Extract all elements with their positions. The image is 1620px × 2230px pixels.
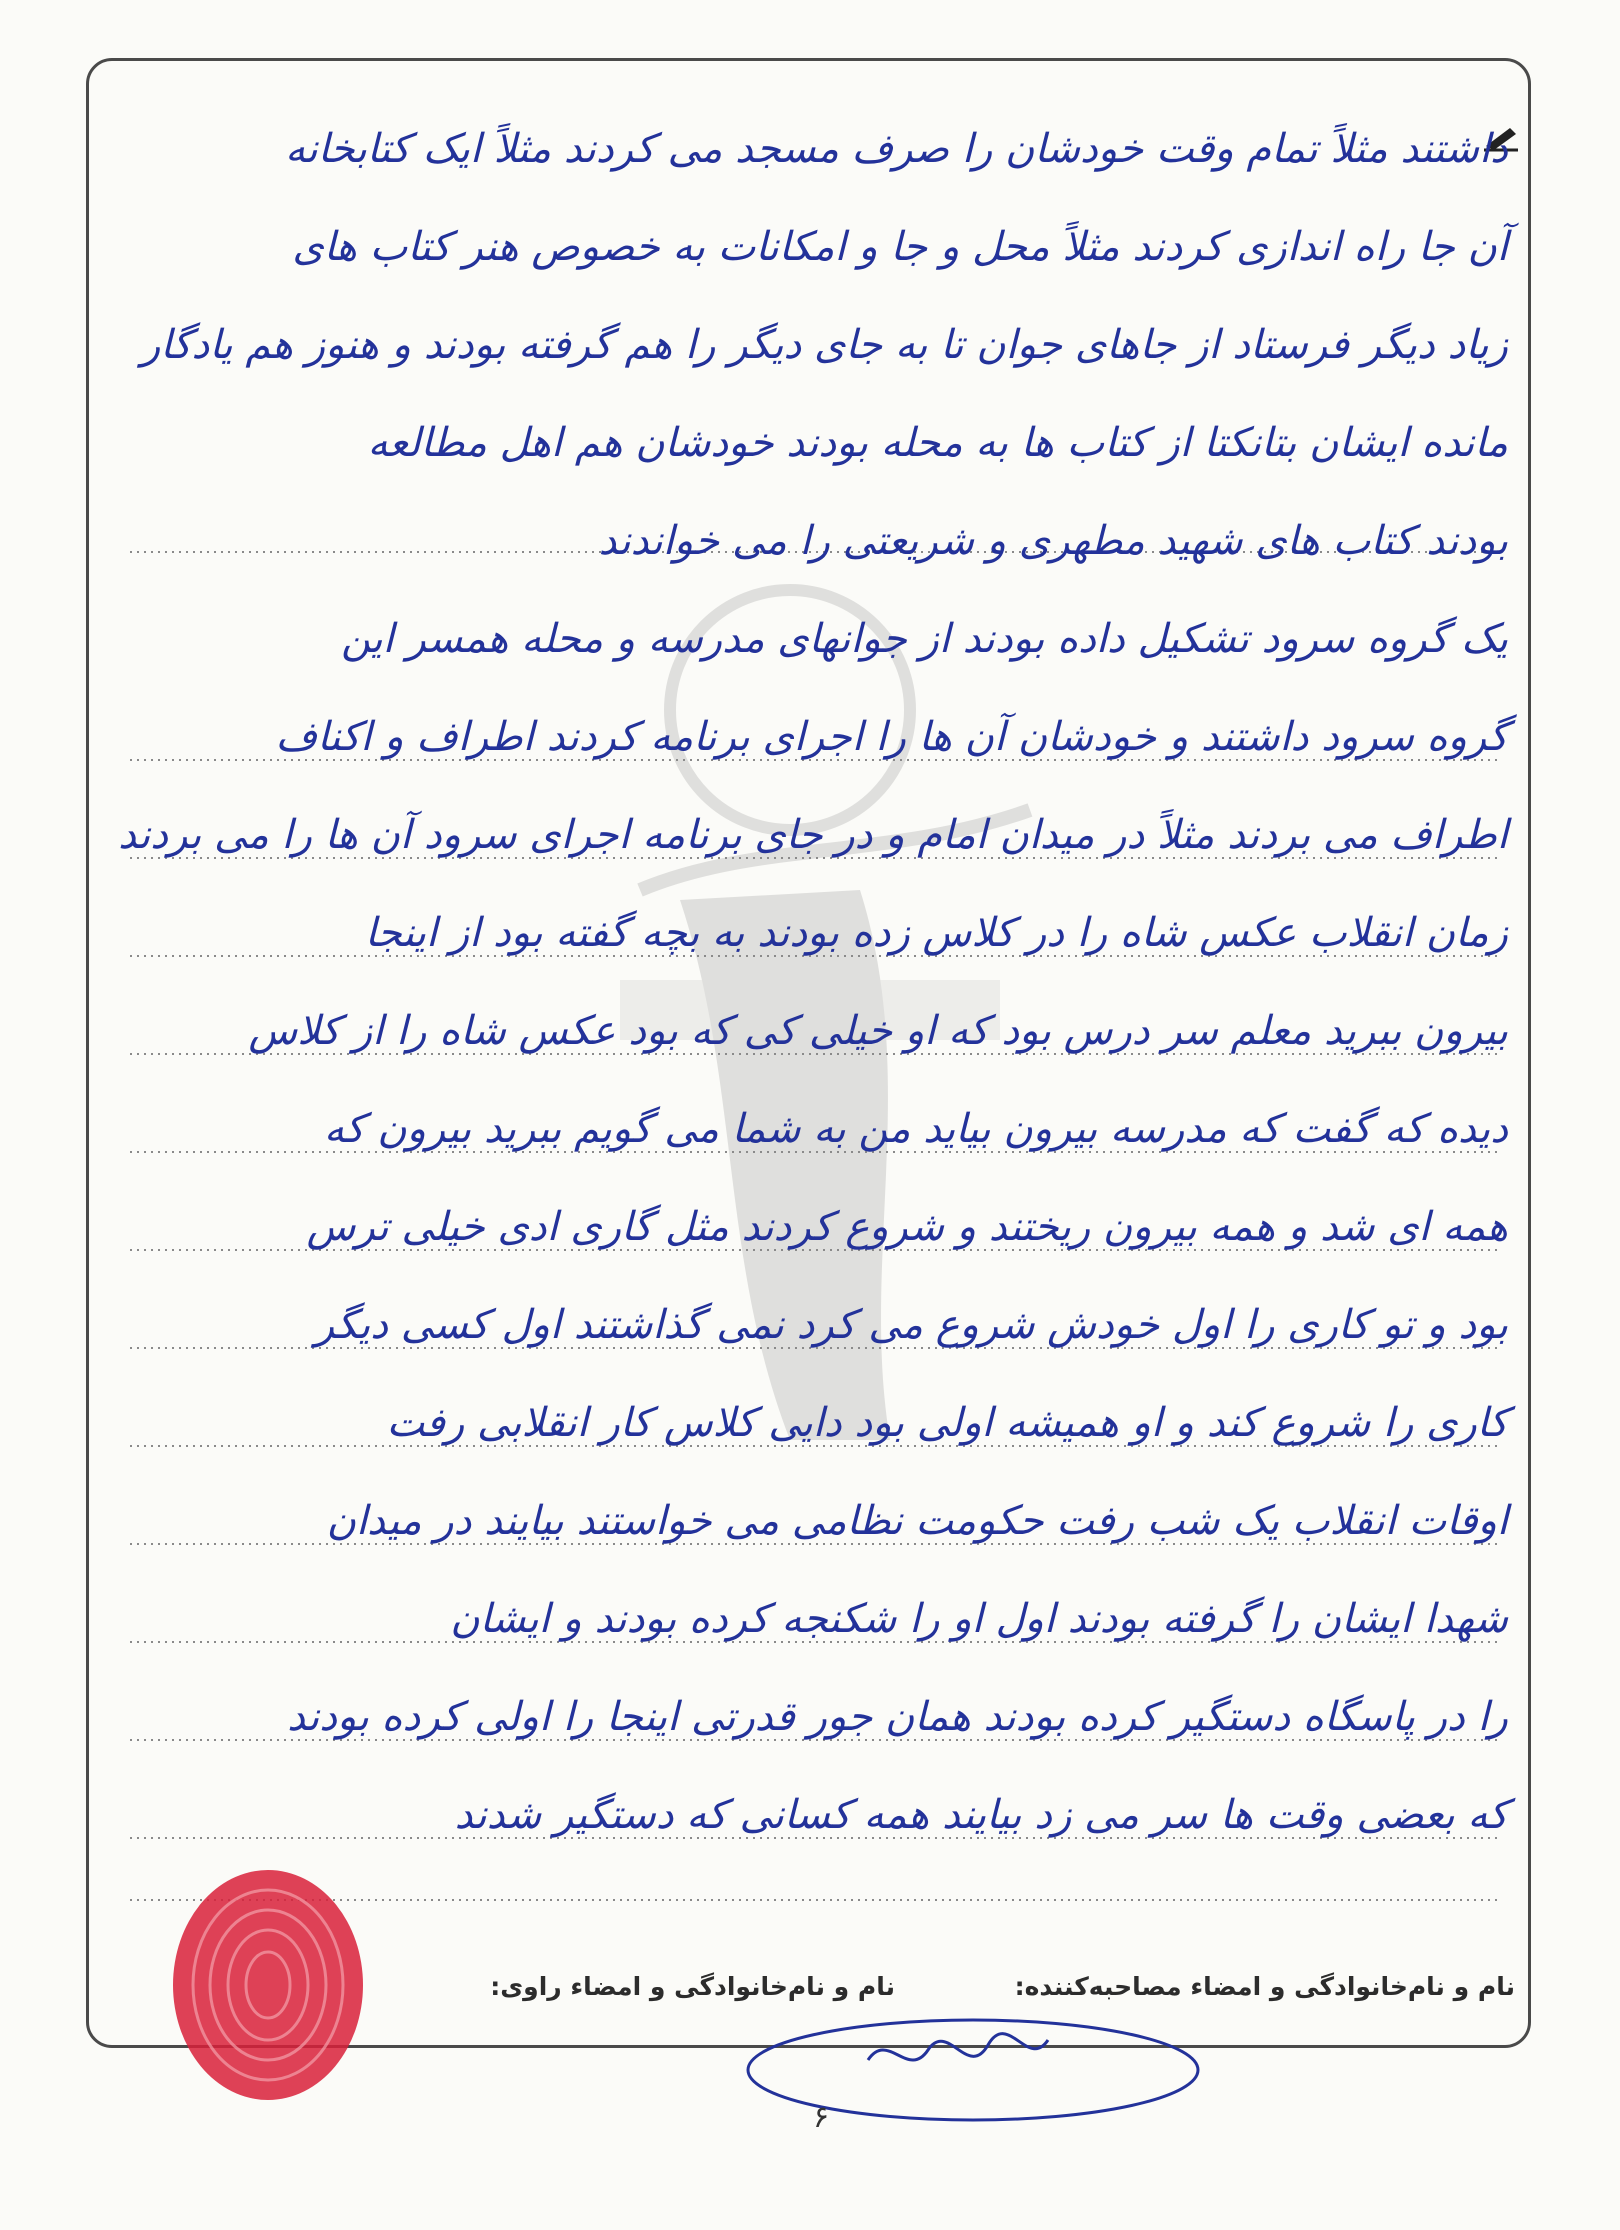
handwritten-line: بود و تو کاری را اول خودش شروع می کرد نمی گذاشتند اول کسی دیگر	[314, 1302, 1508, 1348]
handwritten-text	[108, 100, 1508, 1864]
handwritten-line: زیاد دیگر فرستاد از جاهای جوان تا به جای دیگر را هم گرفته بودند و هنوز هم یادگار	[140, 322, 1508, 368]
interviewer-signature-label: نام و نام‌خانوادگی و امضاء مصاحبه‌کننده:	[1014, 1972, 1515, 2001]
handwritten-line: که بعضی وقت ها سر می زد بیایند همه کسانی که دستگیر شدند	[454, 1792, 1508, 1838]
footer-signature-labels	[320, 1972, 1515, 2001]
handwritten-line: اطراف می بردند مثلاً در میدان امام و در جای برنامه اجرای سرود آن ها را می بردند	[118, 812, 1508, 858]
handwritten-line: داشتند مثلاً تمام وقت خودشان را صرف مسجد می کردند مثلاً ایک کتابخانه	[285, 126, 1508, 172]
handwritten-line: آن جا راه اندازی کردند مثلاً محل و جا و امکانات به خصوص هنر کتاب های	[292, 224, 1508, 270]
handwritten-line: یک گروه سرود تشکیل داده بودند از جوانهای مدرسه و محله همسر این	[341, 616, 1508, 662]
handwritten-line: گروه سرود داشتند و خودشان آن ها را اجرای برنامه کردند اطراف و اکناف	[275, 714, 1508, 760]
handwritten-line: بیرون ببرید معلم سر درس بود که او خیلی کی که بود عکس شاه را از کلاس	[248, 1008, 1508, 1054]
handwritten-line: را در پاسگاه دستگیر کرده بودند همان جور قدرتی اینجا را اولی کرده بودند	[287, 1694, 1508, 1740]
handwritten-line: زمان انقلاب عکس شاه را در کلاس زده بودند به بچه گفته بود از اینجا	[364, 910, 1508, 956]
handwritten-line: مانده ایشان بتانکتا از کتاب ها به محله بودند خودشان هم اهل مطالعه	[367, 420, 1508, 466]
handwritten-line: بودند کتاب های شهید مطهری و شریعتی را می خواندند	[598, 518, 1508, 564]
page-number: ۶	[812, 2100, 830, 2135]
handwritten-line: شهدا ایشان را گرفته بودند اول او را شکنجه کرده بودند و ایشان	[450, 1596, 1508, 1642]
narrator-signature-label: نام و نام‌خانوادگی و امضاء راوی:	[490, 1972, 895, 2001]
handwritten-line: همه ای شد و همه بیرون ریختند و شروع کردند مثل گاری ادی خیلی ترس	[306, 1204, 1508, 1250]
handwritten-line: دیده که گفت که مدرسه بیرون بیاید من به شما می گویم ببرید بیرون که	[324, 1106, 1508, 1152]
handwritten-line: کاری را شروع کند و او همیشه اولی بود دایی کلاس کار انقلابی رفت	[386, 1400, 1508, 1446]
handwritten-line: اوقات انقلاب یک شب رفت حکومت نظامی می خواستند بیایند در میدان	[326, 1498, 1508, 1544]
